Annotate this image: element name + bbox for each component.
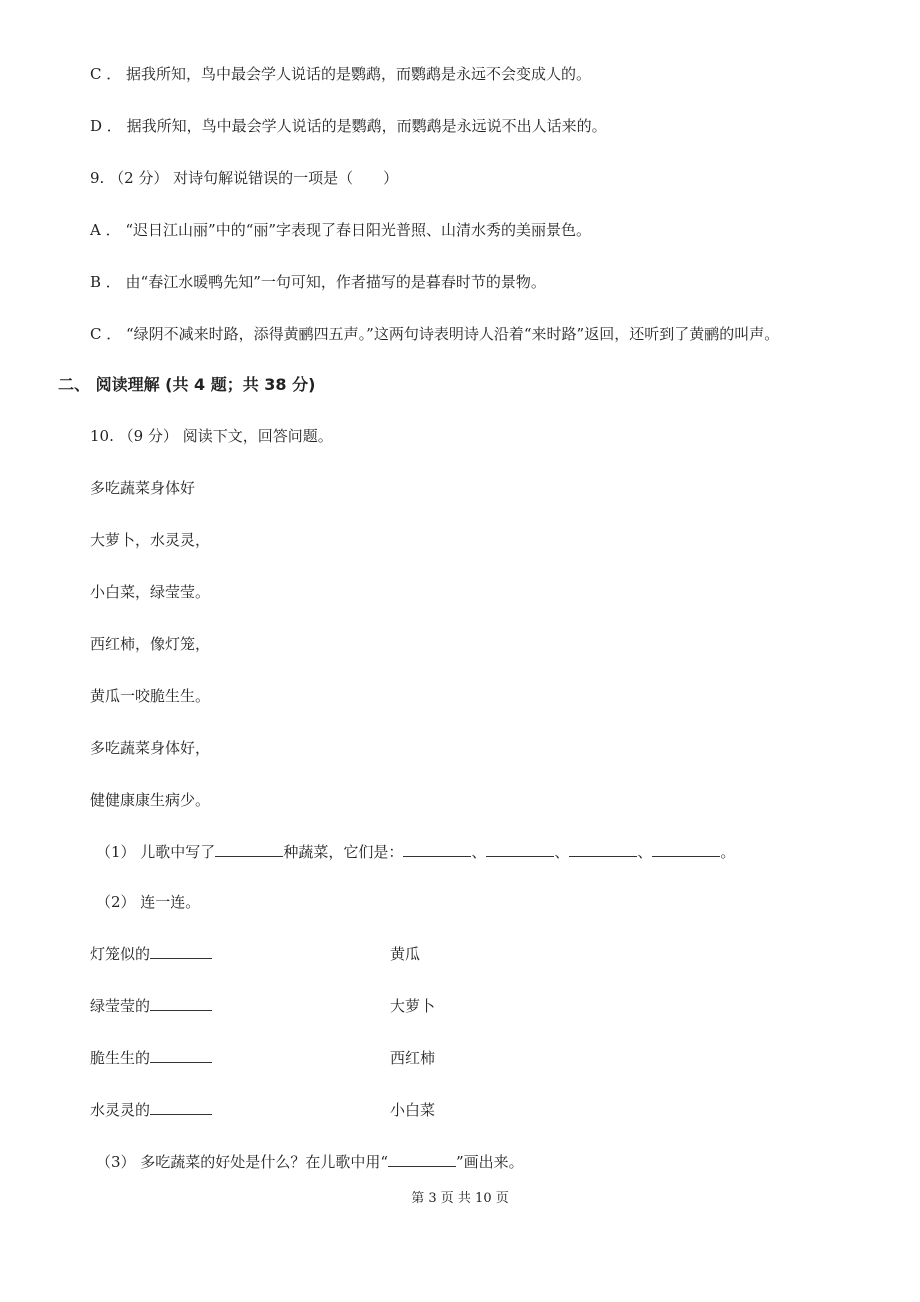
q10-sub3 <box>96 1152 524 1172</box>
page-footer: 第 3 页 共 10 页 <box>411 1191 509 1206</box>
poem-title: 多吃蔬菜身体好 <box>90 479 196 497</box>
q10-stem: 10. （9 分） 阅读下文，回答问题。 <box>90 427 333 445</box>
sub1-prefix: （1） 儿歌中写了 <box>96 843 216 861</box>
match-left: 绿莹莹的 <box>90 997 151 1015</box>
match-row <box>90 944 490 964</box>
poem-line: 健健康康生病少。 <box>90 791 211 809</box>
answer-blank[interactable] <box>215 842 283 857</box>
q9-option-b: B ． 由“春江水暖鸭先知”一句可知，作者描写的是暮春时节的景物。 <box>90 273 546 291</box>
poem-line: 大萝卜，水灵灵， <box>90 531 211 549</box>
q10-sub1 <box>96 842 735 862</box>
section-heading: 二、 阅读理解 (共 4 题；共 38 分) <box>58 375 316 394</box>
poem-line: 黄瓜一咬脆生生。 <box>90 687 211 705</box>
match-row <box>90 996 490 1016</box>
separator: 、 <box>554 843 570 861</box>
answer-blank[interactable] <box>150 944 212 959</box>
q9-option-c: C ． “绿阴不减来时路，添得黄鹂四五声。”这两句诗表明诗人沿着“来时路”返回，还听到了黄鹂的叫声。 <box>90 325 780 343</box>
sub3-prefix: （3） 多吃蔬菜的好处是什么？在儿歌中用“ <box>96 1153 388 1171</box>
match-left: 脆生生的 <box>90 1049 151 1067</box>
sub1-middle: 种蔬菜，它们是： <box>283 843 404 861</box>
q8-option-d: D ． 据我所知，鸟中最会学人说话的是鹦鹉，而鹦鹉是永远说不出人话来的。 <box>90 117 607 135</box>
answer-blank[interactable] <box>150 996 212 1011</box>
separator: 、 <box>471 843 487 861</box>
q10-sub2-label: （2） 连一连。 <box>96 893 201 911</box>
poem-line: 多吃蔬菜身体好， <box>90 739 211 757</box>
match-left: 水灵灵的 <box>90 1101 151 1119</box>
match-right: 黄瓜 <box>390 945 421 963</box>
answer-blank[interactable] <box>569 842 637 857</box>
answer-blank[interactable] <box>388 1152 456 1167</box>
answer-blank[interactable] <box>486 842 554 857</box>
answer-blank[interactable] <box>150 1100 212 1115</box>
sub3-suffix: ”画出来。 <box>455 1153 524 1171</box>
q9-option-a: A ． “迟日江山丽”中的“丽”字表现了春日阳光普照、山清水秀的美丽景色。 <box>90 221 592 239</box>
q9-stem: 9. （2 分） 对诗句解说错误的一项是（ ） <box>90 169 399 187</box>
separator: 、 <box>637 843 653 861</box>
poem-line: 西红柿，像灯笼， <box>90 635 211 653</box>
match-left: 灯笼似的 <box>90 945 151 963</box>
match-right: 小白菜 <box>390 1101 436 1119</box>
answer-blank[interactable] <box>403 842 471 857</box>
answer-blank[interactable] <box>652 842 720 857</box>
q8-option-c: C ． 据我所知，鸟中最会学人说话的是鹦鹉，而鹦鹉是永远不会变成人的。 <box>90 65 592 83</box>
sub1-end: 。 <box>720 843 736 861</box>
match-right: 大萝卜 <box>390 997 436 1015</box>
match-row <box>90 1100 490 1120</box>
match-right: 西红柿 <box>390 1049 436 1067</box>
match-row <box>90 1048 490 1068</box>
answer-blank[interactable] <box>150 1048 212 1063</box>
poem-line: 小白菜，绿莹莹。 <box>90 583 211 601</box>
